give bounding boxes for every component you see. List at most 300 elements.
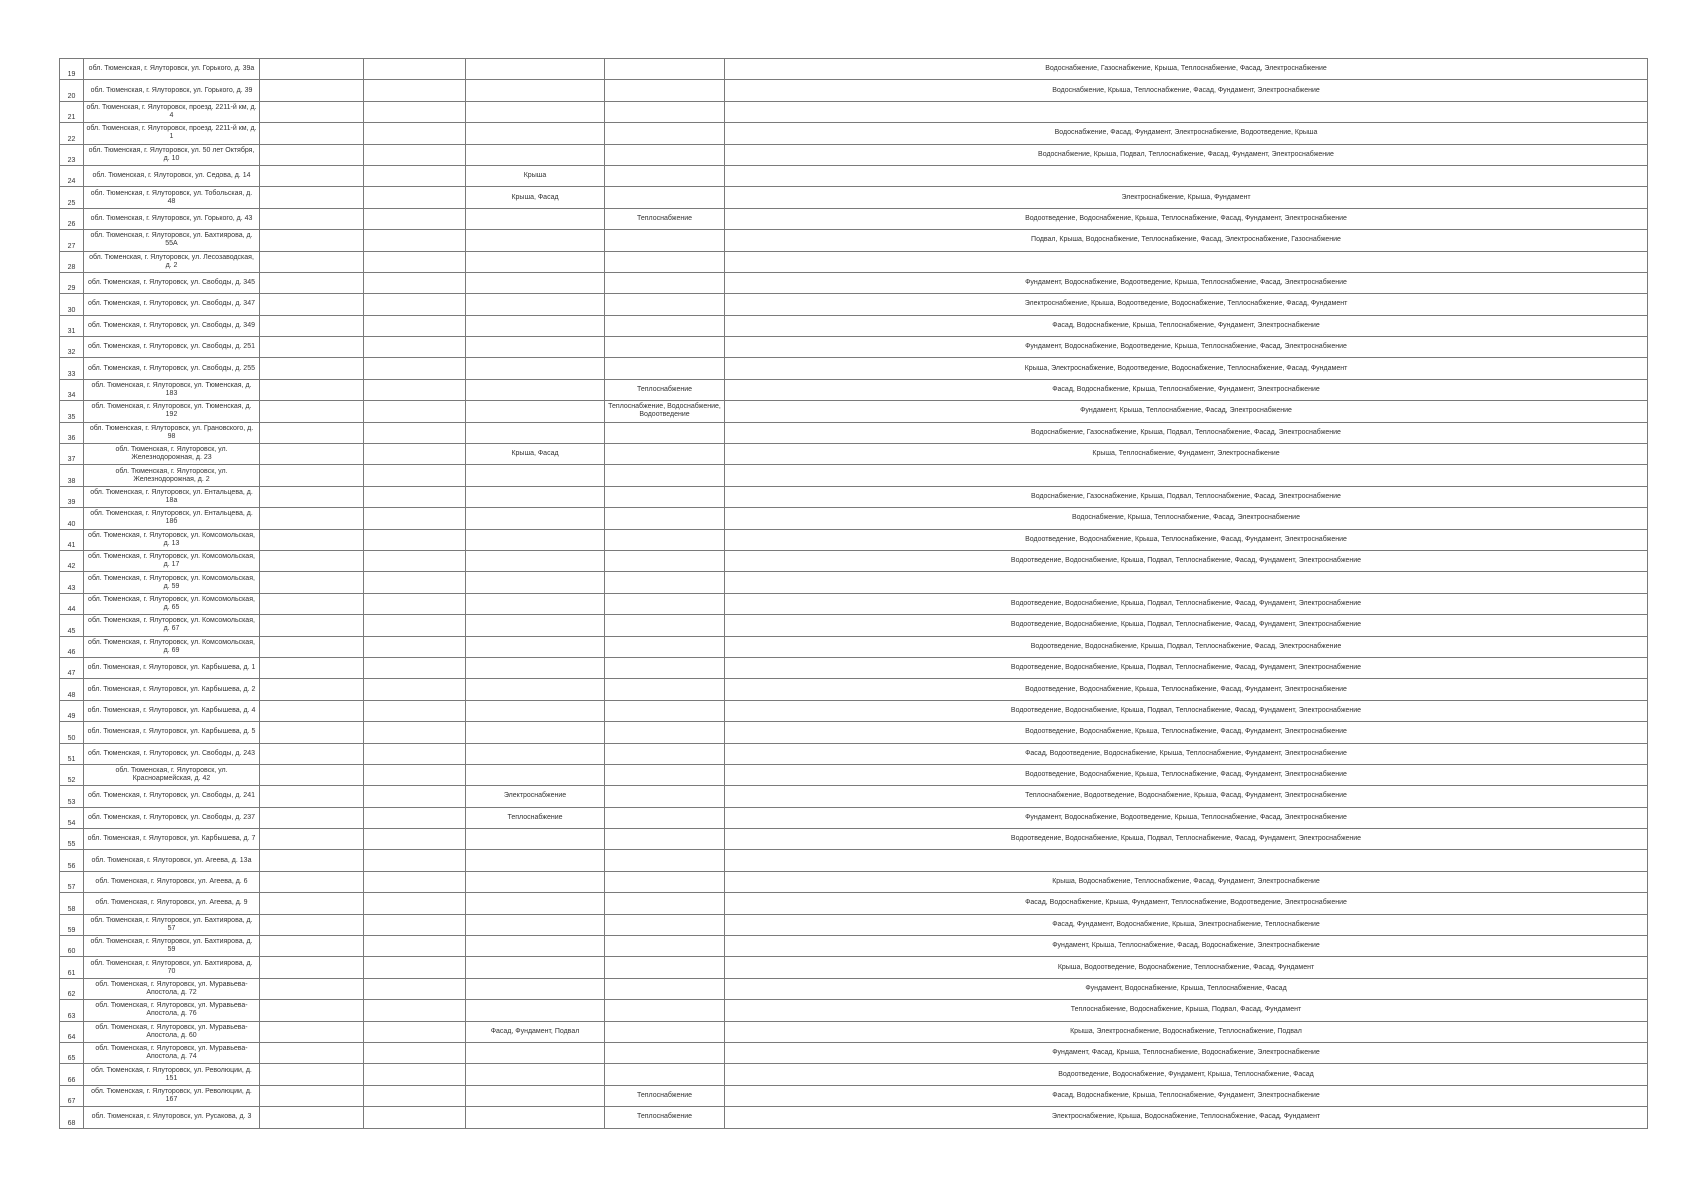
works-cell-5 xyxy=(466,550,605,571)
row-number: 53 xyxy=(60,786,84,807)
address-cell: обл. Тюменская, г. Ялуторовск, ул. Свободы, д. 345 xyxy=(84,272,260,293)
works-cell-6: Теплоснабжение xyxy=(605,1107,725,1128)
row-number: 44 xyxy=(60,593,84,614)
empty-cell-3 xyxy=(260,401,364,422)
address-cell: обл. Тюменская, г. Ялуторовск, ул. Агеева, д. 9 xyxy=(84,893,260,914)
works-cell-6 xyxy=(605,444,725,465)
empty-cell-4 xyxy=(364,700,466,721)
address-cell: обл. Тюменская, г. Ялуторовск, ул. Железнодорожная, д. 23 xyxy=(84,444,260,465)
address-cell: обл. Тюменская, г. Ялуторовск, ул. Седова, д. 14 xyxy=(84,165,260,186)
address-cell: обл. Тюменская, г. Ялуторовск, ул. Бахтиярова, д. 70 xyxy=(84,957,260,978)
empty-cell-3 xyxy=(260,743,364,764)
works-list-cell: Фасад, Водоснабжение, Крыша, Фундамент, Теплоснабжение, Водоотведение, Электроснабжение xyxy=(725,893,1648,914)
works-cell-6 xyxy=(605,871,725,892)
works-cell-6 xyxy=(605,1021,725,1042)
address-cell: обл. Тюменская, г. Ялуторовск, ул. Муравьева-Апостола, д. 72 xyxy=(84,978,260,999)
works-list-cell: Водоснабжение, Газоснабжение, Крыша, Подвал, Теплоснабжение, Фасад, Электроснабжение xyxy=(725,486,1648,507)
works-cell-6 xyxy=(605,764,725,785)
works-cell-6 xyxy=(605,251,725,272)
works-cell-6: Теплоснабжение xyxy=(605,1085,725,1106)
empty-cell-3 xyxy=(260,914,364,935)
works-list-cell: Крыша, Водоотведение, Водоснабжение, Теплоснабжение, Фасад, Фундамент xyxy=(725,957,1648,978)
works-list-cell: Водоотведение, Водоснабжение, Фундамент, Крыша, Теплоснабжение, Фасад xyxy=(725,1064,1648,1085)
table-row xyxy=(60,251,1648,272)
row-number: 27 xyxy=(60,230,84,251)
works-list-cell: Фундамент, Фасад, Крыша, Теплоснабжение, Водоснабжение, Электроснабжение xyxy=(725,1042,1648,1063)
table-row xyxy=(60,144,1648,165)
row-number: 20 xyxy=(60,80,84,101)
address-cell: обл. Тюменская, г. Ялуторовск, ул. Бахтиярова, д. 55А xyxy=(84,230,260,251)
works-cell-6: Теплоснабжение xyxy=(605,379,725,400)
works-cell-5 xyxy=(466,978,605,999)
works-list-cell: Фундамент, Крыша, Теплоснабжение, Фасад, Электроснабжение xyxy=(725,401,1648,422)
table-row xyxy=(60,1000,1648,1021)
works-cell-5 xyxy=(466,80,605,101)
empty-cell-4 xyxy=(364,636,466,657)
address-cell: обл. Тюменская, г. Ялуторовск, ул. Карбышева, д. 1 xyxy=(84,657,260,678)
address-cell: обл. Тюменская, г. Ялуторовск, ул. Агеева, д. 13а xyxy=(84,850,260,871)
empty-cell-4 xyxy=(364,444,466,465)
empty-cell-3 xyxy=(260,379,364,400)
empty-cell-4 xyxy=(364,593,466,614)
works-list-cell: Крыша, Теплоснабжение, Фундамент, Электроснабжение xyxy=(725,444,1648,465)
works-cell-5 xyxy=(466,251,605,272)
empty-cell-3 xyxy=(260,187,364,208)
empty-cell-3 xyxy=(260,850,364,871)
empty-cell-4 xyxy=(364,1085,466,1106)
table-row xyxy=(60,529,1648,550)
works-list-cell xyxy=(725,101,1648,122)
row-number: 48 xyxy=(60,679,84,700)
works-list-cell: Фундамент, Водоснабжение, Водоотведение, Крыша, Теплоснабжение, Фасад, Электроснабжение xyxy=(725,272,1648,293)
works-list-cell xyxy=(725,572,1648,593)
works-cell-5 xyxy=(466,572,605,593)
works-cell-5 xyxy=(466,1064,605,1085)
address-cell: обл. Тюменская, г. Ялуторовск, ул. Агеева, д. 6 xyxy=(84,871,260,892)
row-number: 40 xyxy=(60,508,84,529)
empty-cell-3 xyxy=(260,807,364,828)
empty-cell-4 xyxy=(364,786,466,807)
works-cell-5: Крыша xyxy=(466,165,605,186)
table-row xyxy=(60,1042,1648,1063)
table-row xyxy=(60,272,1648,293)
works-cell-6 xyxy=(605,272,725,293)
works-cell-6 xyxy=(605,508,725,529)
row-number: 26 xyxy=(60,208,84,229)
works-list-cell: Водоотведение, Водоснабжение, Крыша, Подвал, Теплоснабжение, Фасад, Фундамент, Электроснабжение xyxy=(725,829,1648,850)
empty-cell-3 xyxy=(260,422,364,443)
works-cell-5 xyxy=(466,936,605,957)
works-list-cell xyxy=(725,251,1648,272)
works-cell-6 xyxy=(605,550,725,571)
empty-cell-4 xyxy=(364,187,466,208)
empty-cell-3 xyxy=(260,208,364,229)
empty-cell-4 xyxy=(364,914,466,935)
empty-cell-3 xyxy=(260,657,364,678)
works-cell-6 xyxy=(605,807,725,828)
row-number: 23 xyxy=(60,144,84,165)
address-cell: обл. Тюменская, г. Ялуторовск, ул. Ентальцева, д. 18а xyxy=(84,486,260,507)
empty-cell-4 xyxy=(364,871,466,892)
works-cell-6 xyxy=(605,679,725,700)
row-number: 66 xyxy=(60,1064,84,1085)
empty-cell-3 xyxy=(260,636,364,657)
works-cell-5 xyxy=(466,1000,605,1021)
empty-cell-3 xyxy=(260,315,364,336)
empty-cell-3 xyxy=(260,871,364,892)
table-row xyxy=(60,1021,1648,1042)
works-cell-5: Крыша, Фасад xyxy=(466,444,605,465)
works-cell-6 xyxy=(605,957,725,978)
table-row xyxy=(60,550,1648,571)
row-number: 25 xyxy=(60,187,84,208)
works-list-cell: Водоснабжение, Крыша, Теплоснабжение, Фасад, Фундамент, Электроснабжение xyxy=(725,80,1648,101)
works-cell-5 xyxy=(466,101,605,122)
works-cell-6 xyxy=(605,786,725,807)
works-list-cell: Водоотведение, Водоснабжение, Крыша, Теплоснабжение, Фасад, Фундамент, Электроснабжение xyxy=(725,529,1648,550)
works-list-cell: Водоснабжение, Крыша, Теплоснабжение, Фасад, Электроснабжение xyxy=(725,508,1648,529)
works-cell-6 xyxy=(605,1000,725,1021)
row-number: 38 xyxy=(60,465,84,486)
address-cell: обл. Тюменская, г. Ялуторовск, ул. Комсомольская, д. 65 xyxy=(84,593,260,614)
works-cell-6 xyxy=(605,850,725,871)
address-cell: обл. Тюменская, г. Ялуторовск, ул. Карбышева, д. 7 xyxy=(84,829,260,850)
empty-cell-3 xyxy=(260,144,364,165)
repair-works-table xyxy=(59,58,1648,1129)
empty-cell-4 xyxy=(364,572,466,593)
row-number: 33 xyxy=(60,358,84,379)
works-cell-5 xyxy=(466,1042,605,1063)
row-number: 31 xyxy=(60,315,84,336)
works-list-cell: Фасад, Фундамент, Водоснабжение, Крыша, Электроснабжение, Теплоснабжение xyxy=(725,914,1648,935)
address-cell: обл. Тюменская, г. Ялуторовск, ул. Горького, д. 39а xyxy=(84,59,260,80)
works-cell-6 xyxy=(605,358,725,379)
works-list-cell: Фасад, Водоотведение, Водоснабжение, Крыша, Теплоснабжение, Фундамент, Электроснабжение xyxy=(725,743,1648,764)
empty-cell-4 xyxy=(364,850,466,871)
works-cell-6 xyxy=(605,893,725,914)
table-row xyxy=(60,871,1648,892)
empty-cell-4 xyxy=(364,829,466,850)
empty-cell-4 xyxy=(364,358,466,379)
empty-cell-4 xyxy=(364,208,466,229)
row-number: 41 xyxy=(60,529,84,550)
works-cell-6 xyxy=(605,657,725,678)
empty-cell-3 xyxy=(260,529,364,550)
table-row xyxy=(60,850,1648,871)
table-row xyxy=(60,743,1648,764)
row-number: 47 xyxy=(60,657,84,678)
works-list-cell: Теплоснабжение, Водоснабжение, Крыша, Подвал, Фасад, Фундамент xyxy=(725,1000,1648,1021)
works-cell-6 xyxy=(605,165,725,186)
works-list-cell: Фундамент, Водоснабжение, Водоотведение, Крыша, Теплоснабжение, Фасад, Электроснабжение xyxy=(725,337,1648,358)
address-cell: обл. Тюменская, г. Ялуторовск, ул. Грановского, д. 98 xyxy=(84,422,260,443)
empty-cell-4 xyxy=(364,1064,466,1085)
works-cell-6 xyxy=(605,230,725,251)
row-number: 65 xyxy=(60,1042,84,1063)
empty-cell-4 xyxy=(364,1021,466,1042)
address-cell: обл. Тюменская, г. Ялуторовск, ул. Железнодорожная, д. 2 xyxy=(84,465,260,486)
row-number: 35 xyxy=(60,401,84,422)
empty-cell-3 xyxy=(260,294,364,315)
empty-cell-3 xyxy=(260,230,364,251)
works-cell-5 xyxy=(466,957,605,978)
address-cell: обл. Тюменская, г. Ялуторовск, ул. 50 лет Октября, д. 10 xyxy=(84,144,260,165)
empty-cell-3 xyxy=(260,550,364,571)
empty-cell-3 xyxy=(260,59,364,80)
works-cell-5 xyxy=(466,337,605,358)
empty-cell-4 xyxy=(364,1107,466,1128)
table-row xyxy=(60,893,1648,914)
address-cell: обл. Тюменская, г. Ялуторовск, ул. Карбышева, д. 4 xyxy=(84,700,260,721)
works-cell-5 xyxy=(466,508,605,529)
works-cell-5 xyxy=(466,679,605,700)
works-cell-6 xyxy=(605,337,725,358)
row-number: 39 xyxy=(60,486,84,507)
row-number: 50 xyxy=(60,722,84,743)
row-number: 29 xyxy=(60,272,84,293)
works-cell-5: Фасад, Фундамент, Подвал xyxy=(466,1021,605,1042)
empty-cell-3 xyxy=(260,251,364,272)
address-cell: обл. Тюменская, г. Ялуторовск, ул. Свободы, д. 241 xyxy=(84,786,260,807)
address-cell: обл. Тюменская, г. Ялуторовск, ул. Свободы, д. 349 xyxy=(84,315,260,336)
address-cell: обл. Тюменская, г. Ялуторовск, ул. Бахтиярова, д. 59 xyxy=(84,936,260,957)
works-cell-5 xyxy=(466,850,605,871)
row-number: 46 xyxy=(60,636,84,657)
table-row xyxy=(60,1064,1648,1085)
address-cell: обл. Тюменская, г. Ялуторовск, ул. Комсомольская, д. 59 xyxy=(84,572,260,593)
table-row xyxy=(60,123,1648,144)
table-row xyxy=(60,444,1648,465)
empty-cell-4 xyxy=(364,59,466,80)
table-row xyxy=(60,101,1648,122)
table-row xyxy=(60,80,1648,101)
empty-cell-3 xyxy=(260,936,364,957)
empty-cell-3 xyxy=(260,786,364,807)
works-list-cell: Водоотведение, Водоснабжение, Крыша, Подвал, Теплоснабжение, Фасад, Фундамент, Электроснабжение xyxy=(725,657,1648,678)
works-cell-5 xyxy=(466,486,605,507)
works-list-cell: Подвал, Крыша, Водоснабжение, Теплоснабжение, Фасад, Электроснабжение, Газоснабжение xyxy=(725,230,1648,251)
address-cell: обл. Тюменская, г. Ялуторовск, ул. Комсомольская, д. 13 xyxy=(84,529,260,550)
empty-cell-3 xyxy=(260,893,364,914)
empty-cell-3 xyxy=(260,1107,364,1128)
works-list-cell: Водоснабжение, Газоснабжение, Крыша, Теплоснабжение, Фасад, Электроснабжение xyxy=(725,59,1648,80)
works-cell-6 xyxy=(605,914,725,935)
table-row xyxy=(60,593,1648,614)
works-cell-5 xyxy=(466,615,605,636)
works-list-cell: Крыша, Водоснабжение, Теплоснабжение, Фасад, Фундамент, Электроснабжение xyxy=(725,871,1648,892)
address-cell: обл. Тюменская, г. Ялуторовск, ул. Комсомольская, д. 17 xyxy=(84,550,260,571)
works-cell-6 xyxy=(605,294,725,315)
empty-cell-4 xyxy=(364,657,466,678)
table-row xyxy=(60,294,1648,315)
works-list-cell: Электроснабжение, Крыша, Водоснабжение, Теплоснабжение, Фасад, Фундамент xyxy=(725,1107,1648,1128)
empty-cell-3 xyxy=(260,679,364,700)
works-cell-6 xyxy=(605,422,725,443)
row-number: 56 xyxy=(60,850,84,871)
row-number: 45 xyxy=(60,615,84,636)
empty-cell-4 xyxy=(364,422,466,443)
table-row xyxy=(60,636,1648,657)
works-list-cell: Фасад, Водоснабжение, Крыша, Теплоснабжение, Фундамент, Электроснабжение xyxy=(725,1085,1648,1106)
table-row xyxy=(60,379,1648,400)
works-cell-6 xyxy=(605,636,725,657)
empty-cell-4 xyxy=(364,294,466,315)
empty-cell-3 xyxy=(260,123,364,144)
works-cell-5 xyxy=(466,593,605,614)
empty-cell-4 xyxy=(364,764,466,785)
address-cell: обл. Тюменская, г. Ялуторовск, проезд. 2211-й км, д. 1 xyxy=(84,123,260,144)
works-list-cell: Фасад, Водоснабжение, Крыша, Теплоснабжение, Фундамент, Электроснабжение xyxy=(725,315,1648,336)
works-list-cell: Водоотведение, Водоснабжение, Крыша, Подвал, Теплоснабжение, Фасад, Фундамент, Электроснабжение xyxy=(725,593,1648,614)
table-row xyxy=(60,1107,1648,1128)
empty-cell-3 xyxy=(260,700,364,721)
works-cell-5 xyxy=(466,829,605,850)
address-cell: обл. Тюменская, г. Ялуторовск, ул. Тюменская, д. 183 xyxy=(84,379,260,400)
works-list-cell: Фундамент, Водоснабжение, Крыша, Теплоснабжение, Фасад xyxy=(725,978,1648,999)
address-cell: обл. Тюменская, г. Ялуторовск, ул. Горького, д. 43 xyxy=(84,208,260,229)
empty-cell-3 xyxy=(260,1064,364,1085)
address-cell: обл. Тюменская, г. Ялуторовск, ул. Революции, д. 167 xyxy=(84,1085,260,1106)
table-row xyxy=(60,358,1648,379)
empty-cell-3 xyxy=(260,1000,364,1021)
empty-cell-4 xyxy=(364,807,466,828)
address-cell: обл. Тюменская, г. Ялуторовск, ул. Свободы, д. 251 xyxy=(84,337,260,358)
works-list-cell: Водоснабжение, Газоснабжение, Крыша, Подвал, Теплоснабжение, Фасад, Электроснабжение xyxy=(725,422,1648,443)
works-cell-5 xyxy=(466,422,605,443)
table-row xyxy=(60,700,1648,721)
works-cell-5 xyxy=(466,294,605,315)
works-cell-6 xyxy=(605,144,725,165)
works-cell-6 xyxy=(605,486,725,507)
row-number: 59 xyxy=(60,914,84,935)
works-cell-5 xyxy=(466,914,605,935)
works-cell-6 xyxy=(605,936,725,957)
empty-cell-3 xyxy=(260,1085,364,1106)
empty-cell-3 xyxy=(260,764,364,785)
address-cell: обл. Тюменская, г. Ялуторовск, ул. Тюменская, д. 192 xyxy=(84,401,260,422)
address-cell: обл. Тюменская, г. Ялуторовск, ул. Свободы, д. 243 xyxy=(84,743,260,764)
works-list-cell: Электроснабжение, Крыша, Водоотведение, Водоснабжение, Теплоснабжение, Фасад, Фундамент xyxy=(725,294,1648,315)
table-row xyxy=(60,764,1648,785)
works-cell-6 xyxy=(605,700,725,721)
works-list-cell: Водоснабжение, Фасад, Фундамент, Электроснабжение, Водоотведение, Крыша xyxy=(725,123,1648,144)
address-cell: обл. Тюменская, г. Ялуторовск, ул. Муравьева-Апостола, д. 60 xyxy=(84,1021,260,1042)
empty-cell-4 xyxy=(364,101,466,122)
empty-cell-4 xyxy=(364,272,466,293)
works-cell-6 xyxy=(605,593,725,614)
row-number: 64 xyxy=(60,1021,84,1042)
table-row xyxy=(60,957,1648,978)
table-row xyxy=(60,807,1648,828)
table-row xyxy=(60,337,1648,358)
table-row xyxy=(60,722,1648,743)
works-cell-5 xyxy=(466,144,605,165)
empty-cell-3 xyxy=(260,1042,364,1063)
works-cell-6: Теплоснабжение xyxy=(605,208,725,229)
table-row xyxy=(60,508,1648,529)
row-number: 52 xyxy=(60,764,84,785)
empty-cell-4 xyxy=(364,615,466,636)
empty-cell-4 xyxy=(364,80,466,101)
works-cell-5 xyxy=(466,230,605,251)
address-cell: обл. Тюменская, г. Ялуторовск, ул. Ентальцева, д. 18б xyxy=(84,508,260,529)
works-cell-6 xyxy=(605,101,725,122)
empty-cell-4 xyxy=(364,508,466,529)
empty-cell-4 xyxy=(364,529,466,550)
table-row xyxy=(60,315,1648,336)
empty-cell-4 xyxy=(364,550,466,571)
table-row xyxy=(60,786,1648,807)
works-cell-6 xyxy=(605,572,725,593)
works-list-cell xyxy=(725,850,1648,871)
works-cell-6 xyxy=(605,123,725,144)
address-cell: обл. Тюменская, г. Ялуторовск, ул. Муравьева-Апостола, д. 74 xyxy=(84,1042,260,1063)
works-cell-5 xyxy=(466,401,605,422)
empty-cell-3 xyxy=(260,722,364,743)
works-list-cell: Крыша, Электроснабжение, Водоотведение, Водоснабжение, Теплоснабжение, Фасад, Фундамент xyxy=(725,358,1648,379)
table-row xyxy=(60,486,1648,507)
table-row xyxy=(60,465,1648,486)
works-list-cell: Фундамент, Водоснабжение, Водоотведение, Крыша, Теплоснабжение, Фасад, Электроснабжение xyxy=(725,807,1648,828)
row-number: 68 xyxy=(60,1107,84,1128)
works-cell-6 xyxy=(605,722,725,743)
works-list-cell: Водоотведение, Водоснабжение, Крыша, Теплоснабжение, Фасад, Фундамент, Электроснабжение xyxy=(725,722,1648,743)
works-cell-6 xyxy=(605,1064,725,1085)
row-number: 37 xyxy=(60,444,84,465)
table-row xyxy=(60,59,1648,80)
row-number: 63 xyxy=(60,1000,84,1021)
works-cell-5 xyxy=(466,59,605,80)
works-cell-6 xyxy=(605,80,725,101)
works-cell-5 xyxy=(466,465,605,486)
works-cell-6 xyxy=(605,465,725,486)
empty-cell-4 xyxy=(364,722,466,743)
works-cell-5: Электроснабжение xyxy=(466,786,605,807)
table-row xyxy=(60,829,1648,850)
row-number: 55 xyxy=(60,829,84,850)
works-cell-5 xyxy=(466,893,605,914)
row-number: 24 xyxy=(60,165,84,186)
address-cell: обл. Тюменская, г. Ялуторовск, ул. Карбышева, д. 5 xyxy=(84,722,260,743)
works-list-cell: Водоотведение, Водоснабжение, Крыша, Подвал, Теплоснабжение, Фасад, Фундамент, Электроснабжение xyxy=(725,550,1648,571)
works-list-cell: Водоотведение, Водоснабжение, Крыша, Подвал, Теплоснабжение, Фасад, Фундамент, Электроснабжение xyxy=(725,700,1648,721)
row-number: 57 xyxy=(60,871,84,892)
row-number: 21 xyxy=(60,101,84,122)
address-cell: обл. Тюменская, г. Ялуторовск, ул. Карбышева, д. 2 xyxy=(84,679,260,700)
address-cell: обл. Тюменская, г. Ялуторовск, ул. Свободы, д. 347 xyxy=(84,294,260,315)
table-row xyxy=(60,422,1648,443)
address-cell: обл. Тюменская, г. Ялуторовск, ул. Свободы, д. 237 xyxy=(84,807,260,828)
empty-cell-3 xyxy=(260,1021,364,1042)
works-cell-6 xyxy=(605,615,725,636)
empty-cell-4 xyxy=(364,401,466,422)
empty-cell-3 xyxy=(260,80,364,101)
works-list-cell: Водоснабжение, Крыша, Подвал, Теплоснабжение, Фасад, Фундамент, Электроснабжение xyxy=(725,144,1648,165)
works-cell-6 xyxy=(605,59,725,80)
empty-cell-3 xyxy=(260,444,364,465)
works-list-cell: Электроснабжение, Крыша, Фундамент xyxy=(725,187,1648,208)
empty-cell-4 xyxy=(364,230,466,251)
row-number: 61 xyxy=(60,957,84,978)
works-cell-6: Теплоснабжение, Водоснабжение, Водоотведение xyxy=(605,401,725,422)
works-cell-6 xyxy=(605,978,725,999)
empty-cell-4 xyxy=(364,165,466,186)
empty-cell-4 xyxy=(364,465,466,486)
address-cell: обл. Тюменская, г. Ялуторовск, ул. Свободы, д. 255 xyxy=(84,358,260,379)
address-cell: обл. Тюменская, г. Ялуторовск, ул. Муравьева-Апостола, д. 76 xyxy=(84,1000,260,1021)
works-cell-5 xyxy=(466,208,605,229)
works-cell-5 xyxy=(466,529,605,550)
